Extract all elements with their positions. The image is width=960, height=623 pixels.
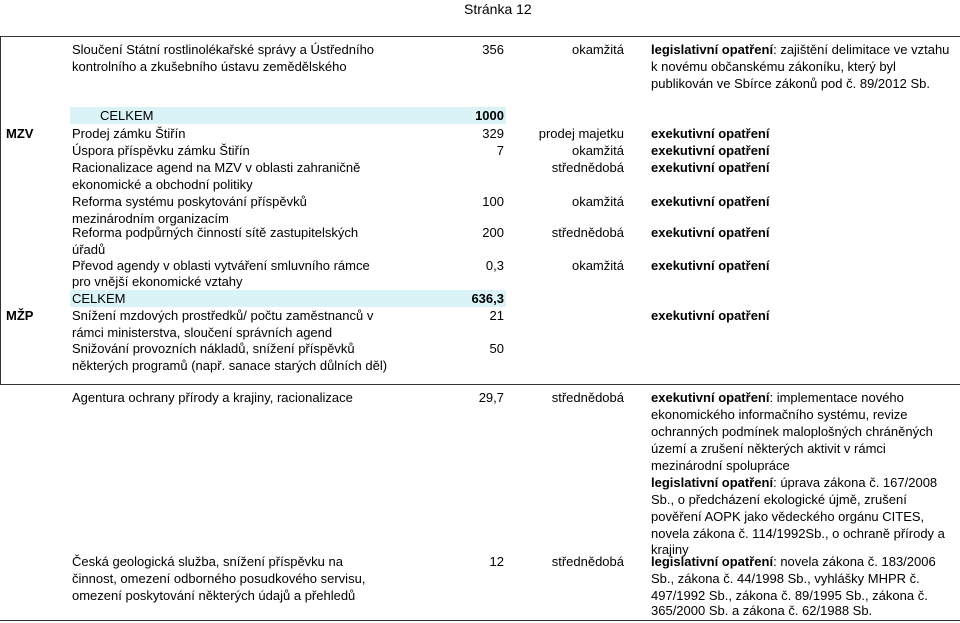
ministry-mzv: MZV	[6, 126, 34, 141]
mzv-row-1-amount: 329	[482, 126, 504, 141]
mzp-row-1-name: Snížení mzdových prostředků/ počtu zaměstnanců v	[72, 308, 374, 323]
top-row-name-2: kontrolního a zkušebního ústavu zemědělského	[72, 59, 347, 74]
celkem-value: 1000	[475, 108, 504, 123]
left-border	[0, 36, 1, 384]
top-row-measure-rest: : zajištění delimitace ve vztahu	[773, 42, 950, 57]
mzv-row-5-amount: 200	[482, 225, 504, 240]
mzp-row-2-name2: některých programů (např. sanace starých důlních děl)	[72, 358, 388, 373]
cgs-amount: 12	[489, 554, 504, 569]
aopk-timing: střednědobá	[551, 390, 624, 405]
mzv-row-3-measure: exekutivní opatření	[651, 160, 770, 175]
top-row-measure-1	[651, 42, 949, 58]
mzv-row-3-name2: ekonomické a obchodní politiky	[72, 177, 253, 192]
mzp-row-1-amount: 21	[489, 308, 504, 323]
aopk-exec-3: ochranných podmínek maloplošných chráněných	[651, 424, 933, 439]
mzv-row-2-timing: okamžitá	[571, 143, 624, 158]
top-row-measure-bold: legislativní opatření	[651, 42, 774, 57]
aopk-exec-5: mezinárodní spolupráce	[651, 458, 790, 473]
mzv-row-5-name: Reforma podpůrných činností sítě zastupitelských	[72, 225, 359, 240]
mzv-row-5-measure: exekutivní opatření	[651, 225, 770, 240]
mzv-row-6-name2: pro vnější ekonomické vztahy	[72, 274, 243, 289]
aopk-leg-4: novela zákona č. 114/1992Sb., o ochraně přírody a	[651, 526, 945, 541]
mzv-row-3-name: Racionalizace agend na MZV v oblasti zahraničně	[72, 160, 361, 175]
page-number: Stránka 12	[464, 1, 532, 17]
mzp-row-2-name: Snižování provozních nákladů, snížení příspěvků	[72, 341, 355, 356]
top-row-timing: okamžitá	[571, 42, 624, 57]
mzv-row-6-timing: okamžitá	[571, 258, 624, 273]
aopk-leg-2: Sb., o předcházení ekologické újmě, zrušení	[651, 492, 907, 507]
top-border	[0, 36, 960, 37]
aopk-amount: 29,7	[478, 390, 504, 405]
cgs-leg-4: 365/2000 Sb. a zákona č. 62/1988 Sb.	[651, 603, 873, 618]
bottom-border	[0, 620, 960, 621]
aopk-exec-rest: : implementace nového	[769, 390, 904, 405]
mzv-row-5-timing: střednědobá	[551, 225, 624, 240]
mzv-row-6-amount: 0,3	[485, 258, 504, 273]
mzv-row-6-measure: exekutivní opatření	[651, 258, 770, 273]
aopk-leg-5: krajiny	[651, 542, 689, 557]
celkem-label-2: CELKEM	[72, 291, 126, 306]
mzv-row-1-measure: exekutivní opatření	[651, 126, 770, 141]
mzp-row-1-name2: rámci ministerstva, sloučení správních agend	[72, 325, 333, 340]
cgs-leg-bold: legislativní opatření	[651, 554, 774, 569]
aopk-name: Agentura ochrany přírody a krajiny, racionalizace	[72, 390, 353, 405]
aopk-leg-rest: : úprava zákona č. 167/2008	[773, 475, 938, 490]
celkem-value-2: 636,3	[471, 291, 504, 306]
cgs-leg-3: 497/1992 Sb., zákona č. 89/1995 Sb., zákona č.	[651, 588, 928, 603]
cgs-timing: střednědobá	[551, 554, 624, 569]
aopk-exec-4: území a zrušení některých aktivit v rámci	[651, 441, 886, 456]
mzv-row-4-amount: 100	[482, 194, 504, 209]
mzv-row-2-measure: exekutivní opatření	[651, 143, 770, 158]
mzp-row-2-amount: 50	[489, 341, 504, 356]
aopk-exec-2: ekonomického informačního systému, revize	[651, 407, 908, 422]
mzv-row-2-amount: 7	[496, 143, 504, 158]
celkem-label: CELKEM	[100, 108, 154, 123]
cgs-name-2: činnost, omezení odborného posudkového servisu,	[72, 571, 366, 586]
mzv-row-4-measure: exekutivní opatření	[651, 194, 770, 209]
cgs-leg-1	[651, 554, 936, 570]
cgs-leg-rest: : novela zákona č. 183/2006	[773, 554, 936, 569]
mzp-row-1-measure: exekutivní opatření	[651, 308, 770, 323]
aopk-leg-3: pověření AOPK jako vědeckého orgánu CITES,	[651, 509, 925, 524]
mzv-row-3-timing: střednědobá	[551, 160, 624, 175]
aopk-leg-1	[651, 475, 937, 491]
mzv-row-4-name2: mezinárodním organizacím	[72, 211, 229, 226]
top-row-name-1: Sloučení Státní rostlinolékařské správy a Ústředního	[72, 42, 375, 57]
mzv-row-4-timing: okamžitá	[571, 194, 624, 209]
aopk-leg-bold: legislativní opatření	[651, 475, 774, 490]
mzv-row-4-name: Reforma systému poskytování příspěvků	[72, 194, 307, 209]
mzv-row-6-name: Převod agendy v oblasti vytváření smluvního rámce	[72, 258, 370, 273]
section-divider	[0, 384, 960, 385]
mzv-row-1-timing: prodej majetku	[538, 126, 624, 141]
mzv-row-2-name: Úspora příspěvku zámku Štiřín	[72, 143, 250, 158]
top-row-amount: 356	[482, 42, 504, 57]
aopk-exec-bold: exekutivní opatření	[651, 390, 770, 405]
cgs-name-1: Česká geologická služba, snížení příspěvku na	[72, 554, 343, 569]
mzv-row-5-name2: úřadů	[72, 242, 106, 257]
ministry-mzp: MŽP	[6, 308, 34, 323]
aopk-exec-1	[651, 390, 904, 406]
cgs-leg-2: Sb., zákona č. 44/1998 Sb., vyhlášky MHPR č.	[651, 571, 920, 586]
top-row-measure-3: publikován ve Sbírce zákonů pod č. 89/2012 Sb.	[651, 76, 930, 91]
top-row-measure-2: k novému občanskému zákoníku, který byl	[651, 59, 896, 74]
cgs-name-3: omezení poskytování některých údajů a přehledů	[72, 588, 356, 603]
mzv-row-1-name: Prodej zámku Štiřín	[72, 126, 186, 141]
